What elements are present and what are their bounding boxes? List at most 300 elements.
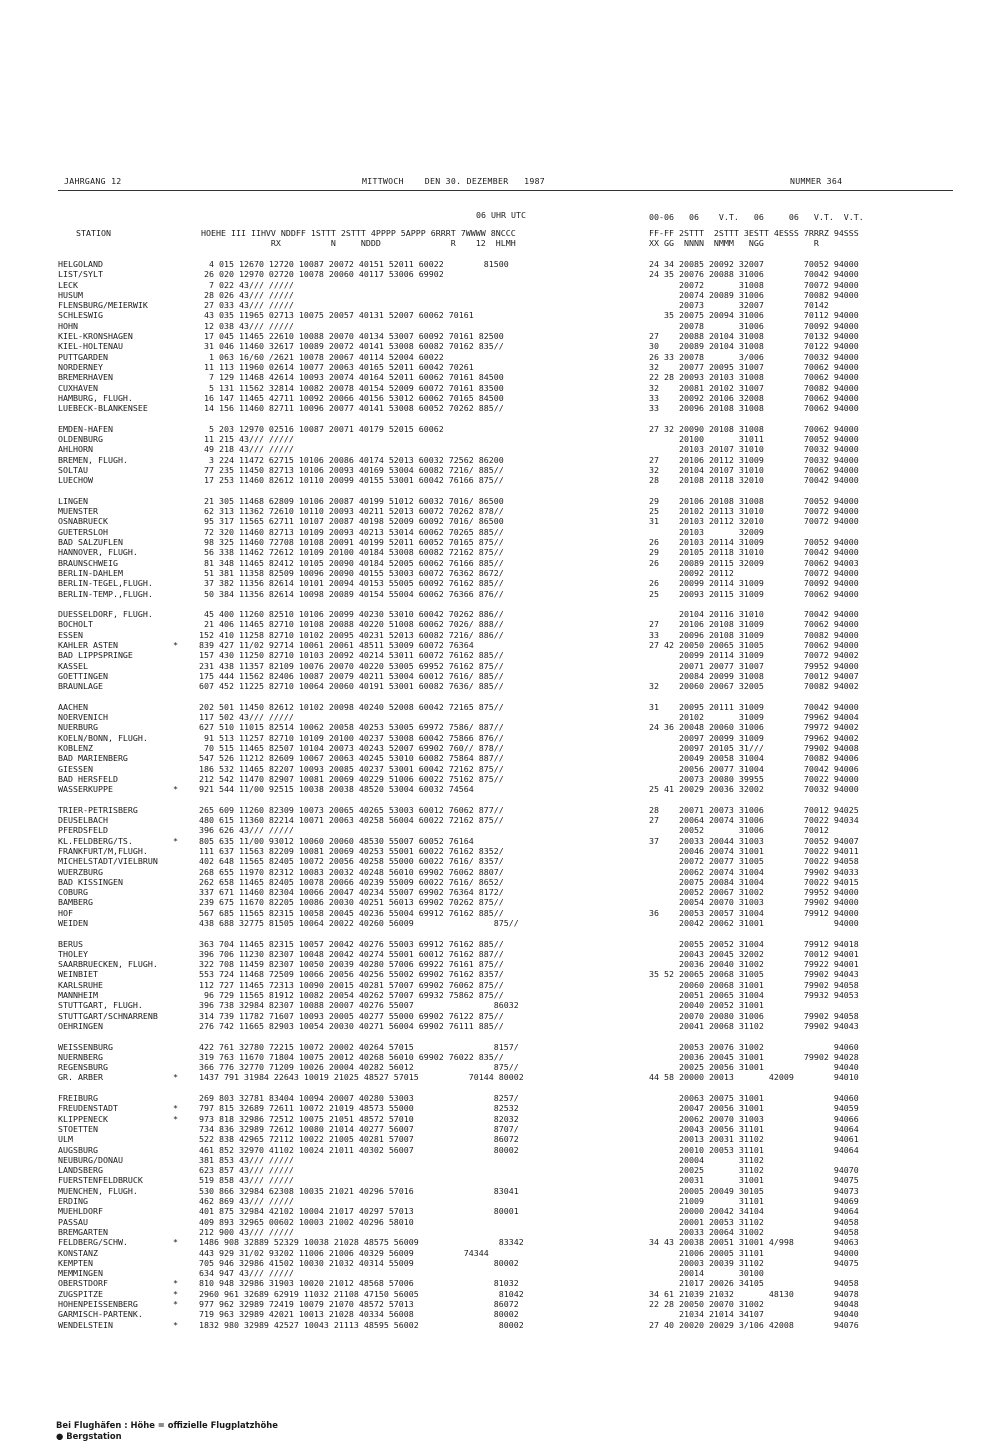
station-name: STOETTEN [58,1123,98,1134]
station-name: KL.FELDBERG/TS. [58,835,133,846]
station-row [58,702,953,712]
observation-groups: 443 929 31/02 93202 11006 21006 40329 56009 74344 [199,1247,489,1258]
station-name: THOLEY [58,948,88,959]
footnote-mountain: ● Bergstation [56,1431,122,1441]
summary-groups: 20010 20053 31101 94064 [649,1144,859,1155]
station-name: BAMBERG [58,897,93,908]
station-name: MUEHLDORF [58,1206,103,1217]
station-name: OLDENBURG [58,434,103,445]
station-row [58,630,953,640]
observation-groups: 530 866 32984 62308 10035 21021 40296 57016 83041 [199,1185,519,1196]
summary-groups: 20054 20070 31003 79902 94000 [649,897,859,908]
station-name: STUTTGART, FLUGH. [58,1000,143,1011]
summary-groups: 27 20106 20108 31009 70062 94000 [649,619,859,630]
station-name: GOETTINGEN [58,670,108,681]
station-row [58,1320,953,1330]
station-name: FREIBURG [58,1093,98,1104]
station-name: PUTTGARDEN [58,351,108,362]
station-row [58,1175,953,1185]
station-name: HOF [58,907,73,918]
station-row [58,650,953,660]
summary-groups: 20072 20077 31005 70022 94058 [649,856,859,867]
station-name: ZUGSPITZE [58,1288,103,1299]
observation-groups: 51 381 11358 82509 10096 20090 40155 53003 60072 76362 8672/ [199,567,504,578]
summary-groups: 20060 20068 31001 79902 94058 [649,979,859,990]
row-spacer [58,1031,953,1041]
observation-groups: 239 675 11670 82205 10086 20030 40251 56013 69902 70262 875// [199,897,504,908]
summary-groups: 24 36 20048 20060 31006 79972 94002 [649,722,859,733]
station-row [58,516,953,526]
summary-groups: 27 42 20050 20065 31005 70062 94000 [649,639,859,650]
summary-groups: 28 20108 20118 32010 70042 94000 [649,475,859,486]
station-row [58,1206,953,1216]
summary-groups: 20055 20052 31004 79912 94018 [649,938,859,949]
station-name: HAMBURG, FLUGH. [58,392,133,403]
station-row [58,1072,953,1082]
station-row [58,1042,953,1052]
observation-groups: 461 852 32970 41102 10024 21011 40302 56007 80002 [199,1144,519,1155]
summary-groups: 32 20077 20095 31007 70062 94000 [649,361,859,372]
observation-groups: 438 688 32775 81505 10064 20022 40260 56009 875// [199,918,519,928]
observation-groups: 1486 908 32889 52329 10038 21028 48575 56009 83342 [199,1237,524,1248]
observation-groups: 363 704 11465 82315 10057 20042 40276 55003 69912 76162 885// [199,938,504,949]
summary-groups: 20097 20099 31009 79962 94002 [649,732,859,743]
station-row [58,568,953,578]
observation-groups: 231 438 11357 82109 10076 20070 40220 53005 69952 76162 875// [199,660,504,671]
summary-groups: 34 61 21039 21032 48130 94078 [649,1288,859,1299]
station-name: AUGSBURG [58,1144,98,1155]
station-row [58,867,953,877]
observation-groups: 11 215 43/// ///// [199,434,294,445]
station-row [58,1145,953,1155]
observation-groups: 634 947 43/// ///// [199,1268,294,1279]
station-row [58,1268,953,1278]
summary-groups: 20004 31102 [649,1154,764,1165]
summary-groups: 27 40 20020 20029 3/106 42008 94076 [649,1319,859,1330]
observation-groups: 396 738 32984 82307 10088 20007 40276 55007 86032 [199,1000,519,1011]
observation-groups: 17 253 11460 82612 10110 20099 40155 53001 60042 76166 875// [199,475,504,486]
station-name: CUXHAVEN [58,382,98,393]
mountain-marker: * [173,1298,178,1309]
summary-groups: 29 20105 20118 31010 70042 94000 [649,547,859,558]
observation-groups: 17 045 11465 22610 10088 20070 40134 53007 60092 70161 82500 [199,331,504,342]
station-header: STATION [76,228,111,238]
station-row [58,1093,953,1103]
summary-groups: 32 20060 20067 32005 70082 94002 [649,681,859,692]
station-row [58,424,953,434]
station-name: TRIER-PETRISBERG [58,804,138,815]
summary-groups: 32 20104 20107 31010 70062 94000 [649,464,859,475]
station-row [58,990,953,1000]
station-row [58,1062,953,1072]
station-name: STUTTGART/SCHNARRENB [58,1010,158,1021]
station-name: HOHENPEISSENBERG [58,1298,138,1309]
observation-groups: 14 156 11460 82711 10096 20077 40141 53008 60052 70262 885// [199,403,504,414]
station-name: MUENCHEN, FLUGH. [58,1185,138,1196]
station-name: NUERBURG [58,722,98,733]
station-name: BREMEN, FLUGH. [58,454,128,465]
mountain-marker: * [173,1237,178,1248]
station-row [58,609,953,619]
summary-groups: 20003 20039 31102 94075 [649,1257,859,1268]
observation-groups: 314 739 11782 71607 10093 20005 40277 55000 69902 76122 875// [199,1010,504,1021]
observation-groups: 7 129 11468 42614 10093 20074 40164 52011 60062 70161 84500 [199,372,504,383]
summary-groups: 21017 20026 34105 94058 [649,1278,859,1289]
station-name: OBERSTDORF [58,1278,108,1289]
station-name: MICHELSTADT/VIELBRUN [58,856,158,867]
observation-groups: 111 637 11563 82209 10081 20069 40253 55001 60022 76162 8352/ [199,845,504,856]
summary-groups: 44 58 20000 20013 42009 94010 [649,1072,859,1083]
station-name: GARMISCH-PARTENK. [58,1309,143,1320]
station-name: ESSEN [58,629,83,640]
observation-groups: 1 063 16/60 /2621 10078 20067 40114 52004 60022 [199,351,444,362]
station-row [58,1165,953,1175]
station-name: MEMMINGEN [58,1268,103,1279]
station-row [58,1103,953,1113]
observation-groups: 839 427 11/02 92714 10061 20061 48511 53009 60072 76364 [199,639,474,650]
observation-groups: 212 542 11470 82907 10081 20069 40229 51006 60022 75162 875// [199,773,504,784]
summary-groups: 30 20089 20104 31008 70122 94000 [649,341,859,352]
station-name: KEMPTEN [58,1257,93,1268]
summary-groups: 20000 20042 34104 94064 [649,1206,859,1217]
station-row [58,1000,953,1010]
row-spacer [58,691,953,701]
station-name: NORDERNEY [58,361,103,372]
station-row [58,969,953,979]
observation-groups: 805 635 11/00 93012 10060 20060 48530 55007 60052 76164 [199,835,474,846]
observation-groups: 977 962 32989 72419 10079 21070 48572 57013 86072 [199,1298,519,1309]
station-row [58,722,953,732]
observation-groups: 50 384 11356 82614 10098 20089 40154 55004 60062 76366 876// [199,588,504,599]
station-name: LUEBECK-BLANKENSEE [58,403,148,414]
observation-groups: 212 900 43/// ///// [199,1226,294,1237]
report-header [58,176,953,191]
station-row [58,877,953,887]
summary-groups: 22 28 20050 20070 31002 94048 [649,1298,859,1309]
station-name: LUECHOW [58,475,93,486]
summary-groups: 20097 20105 31/// 79902 94008 [649,742,859,753]
observation-groups: 5 131 11562 32814 10082 20078 40154 52009 60072 70161 83500 [199,382,504,393]
observation-groups: 117 502 43/// ///// [199,712,294,723]
observation-groups: 175 444 11562 82406 10087 20079 40211 53004 60012 7616/ 885// [199,670,504,681]
station-row [58,1289,953,1299]
row-spacer [58,486,953,496]
station-row [58,1217,953,1227]
station-name: SAARBRUECKEN, FLUGH. [58,959,158,970]
station-row [58,753,953,763]
station-row [58,939,953,949]
observation-groups: 422 761 32780 72215 10072 20002 40264 57015 8157/ [199,1041,519,1052]
station-name: KAHLER ASTEN [58,639,118,650]
mountain-marker: * [173,1072,178,1083]
summary-groups: 33 20096 20108 31008 70062 94000 [649,403,859,414]
station-row [58,352,953,362]
column-header-line2: RX N NDDD R 12 HLMH [201,238,516,248]
summary-groups: 20051 20065 31004 79932 94053 [649,990,859,1001]
mountain-marker: * [173,835,178,846]
station-name: BERLIN-TEGEL,FLUGH. [58,578,153,589]
station-row [58,527,953,537]
station-row [58,1227,953,1237]
station-name: WUERZBURG [58,866,103,877]
observation-groups: 973 818 32986 72512 10075 21051 48572 57010 82032 [199,1113,519,1124]
station-row [58,619,953,629]
station-row [58,578,953,588]
station-row [58,321,953,331]
station-row [58,980,953,990]
station-name: KARLSRUHE [58,979,103,990]
station-name: NOERVENICH [58,712,108,723]
station-row [58,280,953,290]
observation-groups: 734 836 32989 72612 10080 21014 40277 56007 8707/ [199,1123,519,1134]
observation-groups: 27 033 43/// ///// [199,300,294,311]
station-row [58,805,953,815]
summary-groups: 20104 20116 31010 70042 94000 [649,609,859,620]
station-name: PASSAU [58,1216,88,1227]
station-row [58,475,953,485]
station-row [58,506,953,516]
observation-groups: 921 544 11/00 92515 10038 20038 48520 53004 60032 74564 [199,784,474,795]
summary-groups: 37 20033 20044 31003 70052 94007 [649,835,859,846]
observation-groups: 607 452 11225 82710 10064 20060 40191 53001 60082 7636/ 885// [199,681,504,692]
observation-groups: 43 035 11965 02713 10075 20057 40131 52007 60062 70161 [199,310,474,321]
observation-groups: 381 853 43/// ///// [199,1154,294,1165]
observation-groups: 11 113 11960 02614 10077 20063 40165 52011 60042 70261 [199,361,474,372]
station-name: BAD SALZUFLEN [58,537,123,548]
observation-groups: 95 317 11565 62711 10107 20087 40198 52009 60092 7016/ 86500 [199,516,504,527]
station-row [58,1155,953,1165]
summary-groups: 20063 20075 31001 94060 [649,1093,859,1104]
observation-groups: 3 224 11472 62715 10106 20086 40174 52013 60032 72562 86200 [199,454,504,465]
observation-groups: 72 320 11460 82713 10109 20093 40213 53014 60062 70265 885// [199,526,504,537]
station-row [58,733,953,743]
station-row [58,815,953,825]
observation-groups: 202 501 11450 82612 10102 20098 40240 52008 60042 72165 875// [199,701,504,712]
summary-groups: 26 20089 20115 32009 70062 94003 [649,557,859,568]
summary-groups: 20025 31102 94070 [649,1165,859,1176]
station-name: FLENSBURG/MEIERWIK [58,300,148,311]
right-header-line0: 00-06 06 V.T. 06 06 V.T. V.T. [649,212,864,222]
observation-groups: 547 526 11212 82609 10067 20063 40245 53010 60082 75864 887// [199,753,504,764]
station-row [58,836,953,846]
summary-groups: 24 34 20085 20092 32007 70052 94000 [649,259,859,269]
summary-groups: 20070 20080 31006 79902 94058 [649,1010,859,1021]
time-label: 06 UHR UTC [476,210,526,220]
station-name: COBURG [58,887,88,898]
observation-groups: 480 615 11360 82214 10071 20063 40258 56004 60022 72162 875// [199,815,504,826]
station-name: AHLHORN [58,444,93,455]
summary-groups: 20073 32007 70142 [649,300,829,311]
observation-groups: 157 430 11250 82710 10103 20092 40214 53011 60072 76162 885// [199,650,504,661]
station-name: KASSEL [58,660,88,671]
mountain-marker: * [173,1288,178,1299]
summary-groups: 20084 20099 31008 70012 94007 [649,670,859,681]
observation-groups: 322 708 11459 82307 10050 20039 40280 57006 69922 76161 875// [199,959,504,970]
observation-groups: 719 963 32989 42021 10013 21028 40334 56008 80002 [199,1309,519,1320]
summary-groups: 20047 20056 31001 94059 [649,1103,859,1114]
observation-groups: 2960 961 32689 62919 11032 21108 47150 56005 81042 [199,1288,524,1299]
station-row [58,310,953,320]
observation-groups: 12 038 43/// ///// [199,320,294,331]
summary-groups: 20014 30100 [649,1268,764,1279]
station-name: FUERSTENFELDBRUCK [58,1175,143,1186]
observation-groups: 319 763 11670 71804 10075 20012 40268 56010 69902 76022 835// [199,1051,504,1062]
row-spacer [58,928,953,938]
mountain-marker: * [173,639,178,650]
observation-groups: 91 513 11257 82710 10109 20100 40237 53008 60042 75866 876// [199,732,504,743]
station-name: BAD KISSINGEN [58,876,123,887]
observation-groups: 810 948 32986 31903 10020 21012 48568 57006 81032 [199,1278,519,1289]
station-name: KLIPPENECK [58,1113,108,1124]
station-row [58,465,953,475]
station-row [58,341,953,351]
observation-groups: 409 893 32965 00602 10003 21002 40296 58010 [199,1216,414,1227]
observation-groups: 37 382 11356 82614 10101 20094 40153 55005 60092 76162 885// [199,578,504,589]
summary-groups: 20049 20058 31004 70082 94006 [649,753,859,764]
summary-groups: 26 20099 20114 31009 70092 94000 [649,578,859,589]
summary-groups: 20072 31008 70072 94000 [649,279,859,290]
summary-groups: 20036 20040 31002 79922 94001 [649,959,859,970]
station-name: LINGEN [58,495,88,506]
observation-groups: 112 727 11465 72313 10090 20015 40281 57007 69902 76062 875// [199,979,504,990]
summary-groups: 20036 20045 31001 79902 94028 [649,1051,859,1062]
station-row [58,640,953,650]
observation-groups: 28 026 43/// ///// [199,289,294,300]
summary-groups: 29 20106 20108 31008 70052 94000 [649,495,859,506]
row-spacer [58,1083,953,1093]
summary-groups: 20062 20070 31003 94066 [649,1113,859,1124]
summary-groups: 22 28 20093 20103 31008 70062 94000 [649,372,859,383]
station-name: LANDSBERG [58,1165,103,1176]
station-row [58,444,953,454]
station-name: WENDELSTEIN [58,1319,113,1330]
observation-groups: 62 313 11362 72610 10110 20093 40211 52013 60072 70262 878// [199,506,504,517]
station-name: HANNOVER, FLUGH. [58,547,138,558]
station-name: MANNHEIM [58,990,98,1001]
summary-groups: 36 20053 20057 31004 79912 94000 [649,907,859,918]
station-name: MUENSTER [58,506,98,517]
observation-groups: 268 655 11970 82312 10083 20032 40248 56010 69902 76062 8807/ [199,866,504,877]
station-row [58,1052,953,1062]
station-name: BERLIN-TEMP.,FLUGH. [58,588,153,599]
summary-groups: 20103 20107 31010 70032 94000 [649,444,859,455]
summary-groups: 21009 31101 94069 [649,1196,859,1207]
station-name: WASSERKUPPE [58,784,113,795]
station-name: GR. ARBER [58,1072,103,1083]
summary-groups: 20102 31009 79962 94004 [649,712,859,723]
summary-groups: 27 20106 20112 31009 70032 94000 [649,454,859,465]
summary-groups: 20043 20045 32002 70012 94001 [649,948,859,959]
summary-groups: 20005 20049 30105 94073 [649,1185,859,1196]
observation-groups: 96 729 11565 81912 10082 20054 40262 57007 69932 75862 875// [199,990,504,1001]
summary-groups: 26 33 20078 3/006 70032 94000 [649,351,859,362]
station-row [58,1278,953,1288]
row-spacer [58,599,953,609]
observation-groups: 16 147 11465 42711 10092 20066 40156 53012 60062 70165 84500 [199,392,504,403]
summary-groups: 25 41 20029 20036 32002 70032 94000 [649,784,859,795]
station-row [58,774,953,784]
station-row [58,1196,953,1206]
station-name: FRANKFURT/M,FLUGH. [58,845,148,856]
summary-groups: 21034 21014 34107 94040 [649,1309,859,1320]
mountain-marker: * [173,784,178,795]
summary-groups: 20062 20074 31004 79902 94033 [649,866,859,877]
summary-groups: 26 20103 20114 31009 70052 94000 [649,537,859,548]
summary-groups: 20043 20056 31101 94064 [649,1123,859,1134]
station-row [58,362,953,372]
station-name: KIEL-HOLTENAU [58,341,123,352]
station-row [58,784,953,794]
summary-groups: 20074 20089 31006 70082 94000 [649,289,859,300]
station-name: HELGOLAND [58,259,103,269]
observation-groups: 567 685 11565 82315 10058 20045 40236 55004 69912 76162 885// [199,907,504,918]
station-row [58,1011,953,1021]
observation-groups: 396 626 43/// ///// [199,825,294,836]
station-name: BREMGARTEN [58,1226,108,1237]
observation-groups: 1832 980 32989 42527 10043 21113 48595 56002 80002 [199,1319,524,1330]
observation-groups: 402 648 11565 82405 10072 20056 40258 55000 60022 7616/ 8357/ [199,856,504,867]
station-row [58,383,953,393]
observation-groups: 401 875 32984 42102 10004 21017 40297 57013 80001 [199,1206,519,1217]
observation-groups: 56 338 11462 72612 10109 20100 40184 53008 60082 72162 875// [199,547,504,558]
observation-groups: 337 671 11460 82304 10066 20047 40234 55007 69902 76364 8172/ [199,887,504,898]
observation-groups: 623 857 43/// ///// [199,1165,294,1176]
station-row [58,846,953,856]
summary-groups: 20071 20077 31007 79952 94000 [649,660,859,671]
station-row [58,671,953,681]
station-name: FREUDENSTADT [58,1103,118,1114]
summary-groups: 20013 20031 31102 94061 [649,1134,859,1145]
observation-groups: 7 022 43/// ///// [199,279,294,290]
station-row [58,1309,953,1319]
observation-groups: 366 776 32770 71209 10026 20004 40282 56012 875// [199,1062,519,1073]
station-row [58,455,953,465]
station-name: HUSUM [58,289,83,300]
station-name: WEISSENBURG [58,1041,113,1052]
summary-groups: 21006 20005 31101 94000 [649,1247,859,1258]
station-name: BREMERHAVEN [58,372,113,383]
observation-groups: 4 015 12670 12720 10087 20072 40151 52011 60022 81500 [199,259,509,269]
station-name: FELDBERG/SCHW. [58,1237,128,1248]
observation-groups: 269 803 32781 83404 10094 20007 40280 53003 8257/ [199,1093,519,1104]
observation-groups: 31 046 11460 32617 10089 20072 40141 53008 60082 70162 835// [199,341,504,352]
row-spacer [58,413,953,423]
right-header-line2: XX GG NNNN NMMM NGG R [649,238,819,248]
station-name: OEHRINGEN [58,1020,103,1031]
station-table [58,259,953,1330]
summary-groups: 28 20071 20073 31006 70012 94025 [649,804,859,815]
observation-groups: 276 742 11665 82903 10054 20030 40271 56004 69902 76111 885// [199,1020,504,1031]
station-name: DUESSELDORF, FLUGH. [58,609,153,620]
station-row [58,681,953,691]
summary-groups: 31 20103 20112 32010 70072 94000 [649,516,859,527]
station-name: BRAUNSCHWEIG [58,557,118,568]
station-name: ULM [58,1134,73,1145]
summary-groups: 33 20092 20106 32008 70062 94000 [649,392,859,403]
station-row [58,743,953,753]
observation-groups: 1437 791 31984 22643 10019 21025 48527 57015 70144 80002 [199,1072,524,1083]
summary-groups: 34 43 20038 20051 31001 4/998 94063 [649,1237,859,1248]
summary-groups: 20025 20056 31001 94040 [649,1062,859,1073]
station-row [58,887,953,897]
station-name: BERUS [58,938,83,949]
mountain-marker: * [173,1113,178,1124]
station-row [58,918,953,928]
summary-groups: 20099 20114 31009 70072 94002 [649,650,859,661]
summary-groups: 20042 20062 31001 94000 [649,918,859,928]
observation-groups: 553 724 11468 72509 10066 20056 40256 55002 69902 76162 8357/ [199,969,504,980]
observation-groups: 45 400 11260 82510 10106 20099 40230 53010 60042 70262 886// [199,609,504,620]
